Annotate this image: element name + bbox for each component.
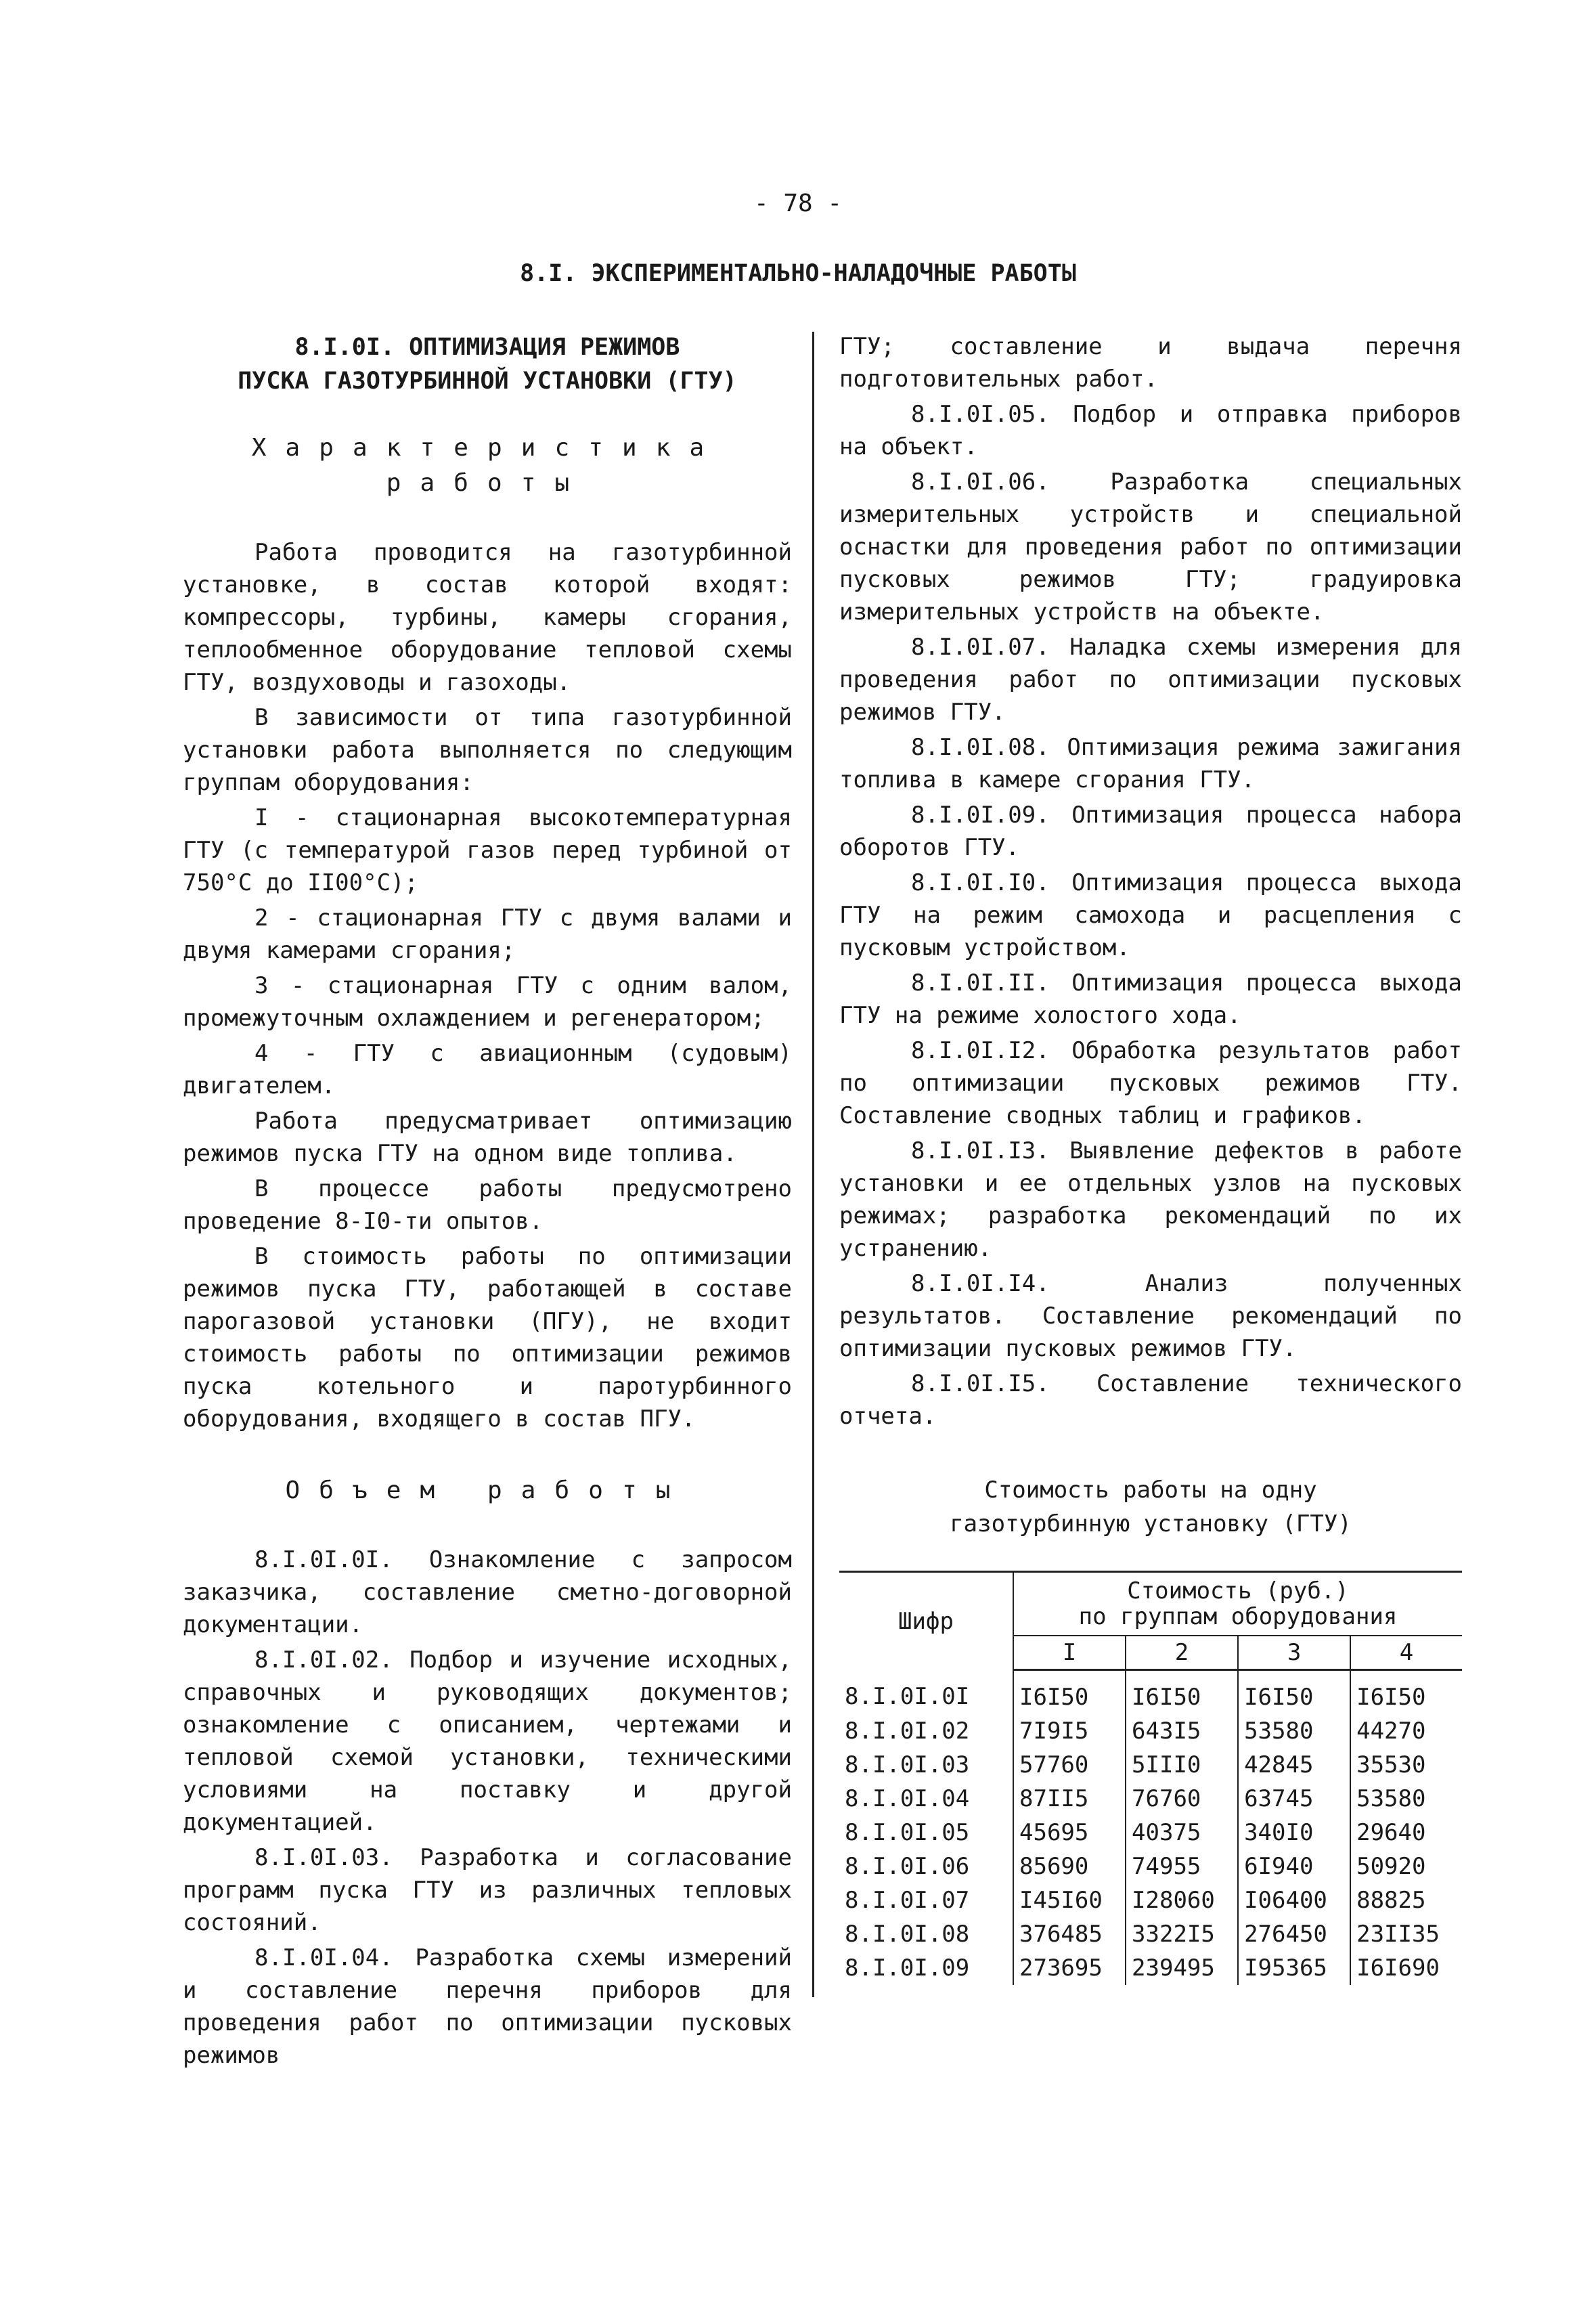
cell-value: 85690 (1013, 1850, 1126, 1883)
scope-paragraph: 8.I.0I.06. Разработка специальных измерительных устройств и специальной оснастки для проведения работ по оптимизации пусковых режимов ГТУ; градуировка измерительных устройств на объекте. (839, 468, 1462, 626)
cell-value: 50920 (1356, 1853, 1426, 1880)
table-row (839, 1951, 1462, 1985)
cell-cipher: 8.I.0I.08 (839, 1917, 1013, 1951)
header-group: I (1013, 1636, 1126, 1670)
table-row (839, 1714, 1462, 1748)
characteristics-paragraph: В зависимости от типа газотурбинной установки работа выполняется по следующим группам оборудования: (183, 704, 792, 796)
cell-value: I95365 (1238, 1951, 1350, 1985)
cell-cipher: 8.I.0I.07 (839, 1883, 1013, 1917)
scope-heading: Объем работы (285, 1477, 690, 1504)
characteristics-paragraph: В стоимость работы по оптимизации режимов пуска ГТУ, работающей в составе парогазовой установки (ПГУ), не входит стоимость работы по оптимизации режимов пуска котельного и паротурбинного оборудования, входящего в состав ПГУ. (183, 1243, 792, 1433)
cell-value: I6I50 (1013, 1670, 1126, 1715)
cell-value: 276450 (1238, 1917, 1350, 1951)
table-row (839, 1850, 1462, 1883)
header-group: 3 (1238, 1636, 1350, 1670)
cell-cipher: 8.I.0I.02 (839, 1714, 1013, 1748)
cell-value: I45I60 (1013, 1883, 1126, 1917)
characteristics-paragraph: Работа проводится на газотурбинной установке, в состав которой входят: компрессоры, турбины, камеры сгорания, теплообменное оборудование тепловой схемы ГТУ, воздуховоды и газоходы. (183, 539, 792, 696)
cell-value: 76760 (1126, 1782, 1238, 1816)
cell-value: I6I690 (1356, 1954, 1440, 1982)
table-title (839, 1473, 1462, 1541)
cell-value: 35530 (1356, 1751, 1426, 1778)
scope-paragraph: 8.I.0I.05. Подбор и отправка приборов на объект. (839, 401, 1462, 460)
header-group: 4 (1350, 1636, 1462, 1670)
cell-value: 63745 (1238, 1782, 1350, 1816)
subsection-title (183, 330, 792, 398)
cell-value: I06400 (1238, 1883, 1350, 1917)
characteristics-heading-line1: Характеристика (251, 434, 724, 462)
scope-paragraph: 8.I.0I.09. Оптимизация процесса набора оборотов ГТУ. (839, 802, 1462, 861)
header-group: 2 (1126, 1636, 1238, 1670)
characteristics-heading-line2: работы (386, 469, 589, 497)
cell-value: 3322I5 (1126, 1917, 1238, 1951)
cell-value: 6I940 (1238, 1850, 1350, 1883)
cell-cipher: 8.I.0I.05 (839, 1816, 1013, 1850)
cell-cipher: 8.I.0I.06 (839, 1850, 1013, 1883)
right-column (839, 330, 1462, 1985)
cell-cipher: 8.I.0I.04 (839, 1782, 1013, 1816)
cell-cipher: 8.I.0I.0I (839, 1670, 1013, 1715)
table-row (839, 1782, 1462, 1816)
cell-value: I6I50 (1126, 1670, 1238, 1715)
cell-value: 74955 (1126, 1850, 1238, 1883)
cell-value: I6I50 (1238, 1670, 1350, 1715)
characteristics-paragraph: 4 - ГТУ с авиационным (судовым) двигателем. (183, 1040, 792, 1099)
cell-value: 42845 (1238, 1748, 1350, 1782)
section-title: 8.I. ЭКСПЕРИМЕНТАЛЬНО-НАЛАДОЧНЫЕ РАБОТЫ (520, 260, 1076, 287)
scope-paragraph: 8.I.0I.I0. Оптимизация процесса выхода ГТУ на режим самохода и расцепления с пусковым устройством. (839, 869, 1462, 961)
cell-value: 273695 (1013, 1951, 1126, 1985)
scope-paragraph: 8.I.0I.03. Разработка и согласование программ пуска ГТУ из различных тепловых состояний. (183, 1844, 792, 1936)
scope-paragraph: 8.I.0I.04. Разработка схемы измерений и составление перечня приборов для проведения работ по оптимизации пусковых режимов (183, 1944, 792, 2069)
characteristics-paragraph: В процессе работы предусмотрено проведение 8-I0-ти опытов. (183, 1175, 792, 1235)
cell-value: 88825 (1356, 1887, 1426, 1914)
characteristics-paragraph: 2 - стационарная ГТУ с двумя валами и двумя камерами сгорания; (183, 904, 792, 964)
left-column (183, 330, 792, 2074)
header-cipher: Шифр (839, 1572, 1013, 1670)
table-title-line1: Стоимость работы на одну (984, 1477, 1317, 1504)
cell-value: 376485 (1013, 1917, 1126, 1951)
table-row (839, 1748, 1462, 1782)
table-row (839, 1816, 1462, 1850)
column-divider (812, 332, 814, 1997)
header-cost-line2: по группам оборудования (1078, 1603, 1398, 1630)
cell-value: I28060 (1126, 1883, 1238, 1917)
cell-value: 23II35 (1356, 1921, 1440, 1948)
cell-value: 87II5 (1013, 1782, 1126, 1816)
cell-value: 53580 (1238, 1714, 1350, 1748)
scope-paragraph: 8.I.0I.I3. Выявление дефектов в работе установки и ее отдельных узлов на пусковых режимах; разработка рекомендаций по их устранению. (839, 1137, 1462, 1262)
scope-paragraph: 8.I.0I.II. Оптимизация процесса выхода ГТУ на режиме холостого хода. (839, 969, 1462, 1029)
cell-value: 239495 (1126, 1951, 1238, 1985)
cell-value: 53580 (1356, 1785, 1426, 1812)
cell-value: 643I5 (1126, 1714, 1238, 1748)
header-cost-line1: Стоимость (руб.) (1127, 1577, 1349, 1604)
cell-value: 5III0 (1126, 1748, 1238, 1782)
scope-paragraph: 8.I.0I.I2. Обработка результатов работ по оптимизации пусковых режимов ГТУ. Составление сводных таблиц и графиков. (839, 1037, 1462, 1129)
table-row (839, 1670, 1462, 1715)
cell-cipher: 8.I.0I.03 (839, 1748, 1013, 1782)
header-cost (1013, 1572, 1462, 1636)
cell-value: 340I0 (1238, 1816, 1350, 1850)
cell-value: 40375 (1126, 1816, 1238, 1850)
scope-paragraph: 8.I.0I.07. Наладка схемы измерения для проведения работ по оптимизации пусковых режимов ГТУ. (839, 634, 1462, 726)
characteristics-paragraph: 3 - стационарная ГТУ с одним валом, промежуточным охлаждением и регенератором; (183, 972, 792, 1032)
cost-table (839, 1571, 1462, 1985)
characteristics-paragraph: Работа предусматривает оптимизацию режимов пуска ГТУ на одном виде топлива. (183, 1108, 792, 1167)
table-row (839, 1917, 1462, 1951)
cell-value: I6I50 (1356, 1684, 1426, 1711)
scope-paragraph: 8.I.0I.0I. Ознакомление с запросом заказчика, составление сметно-договорной документации. (183, 1546, 792, 1638)
subsection-title-line1: 8.I.0I. ОПТИМИЗАЦИЯ РЕЖИМОВ (294, 334, 680, 361)
scope-continuation: ГТУ; составление и выдача перечня подготовительных работ. (839, 333, 1462, 393)
scope-paragraph: 8.I.0I.I4. Анализ полученных результатов. Составление рекомендаций по оптимизации пусковых режимов ГТУ. (839, 1270, 1462, 1362)
table-row (839, 1883, 1462, 1917)
scope-paragraph: 8.I.0I.08. Оптимизация режима зажигания топлива в камере сгорания ГТУ. (839, 734, 1462, 793)
scope-paragraph: 8.I.0I.I5. Составление технического отчета. (839, 1370, 1462, 1430)
characteristics-paragraph: I - стационарная высокотемпературная ГТУ (с температурой газов перед турбиной от 750°С до II00°С); (183, 804, 792, 896)
cell-value: 7I9I5 (1013, 1714, 1126, 1748)
cell-value: 44270 (1356, 1718, 1426, 1745)
page-number: - 78 - (753, 190, 843, 217)
cell-value: 45695 (1013, 1816, 1126, 1850)
cell-cipher: 8.I.0I.09 (839, 1951, 1013, 1985)
cell-value: 29640 (1356, 1819, 1426, 1846)
subsection-title-line2: ПУСКА ГАЗОТУРБИННОЙ УСТАНОВКИ (ГТУ) (238, 368, 737, 395)
scope-paragraph: 8.I.0I.02. Подбор и изучение исходных, справочных и руководящих документов; ознакомление с описанием, чертежами и тепловой схемой установки, техническими условиями на поставку и другой документацией. (183, 1646, 792, 1836)
cell-value: 57760 (1013, 1748, 1126, 1782)
table-title-line2: газотурбинную установку (ГТУ) (950, 1510, 1352, 1537)
